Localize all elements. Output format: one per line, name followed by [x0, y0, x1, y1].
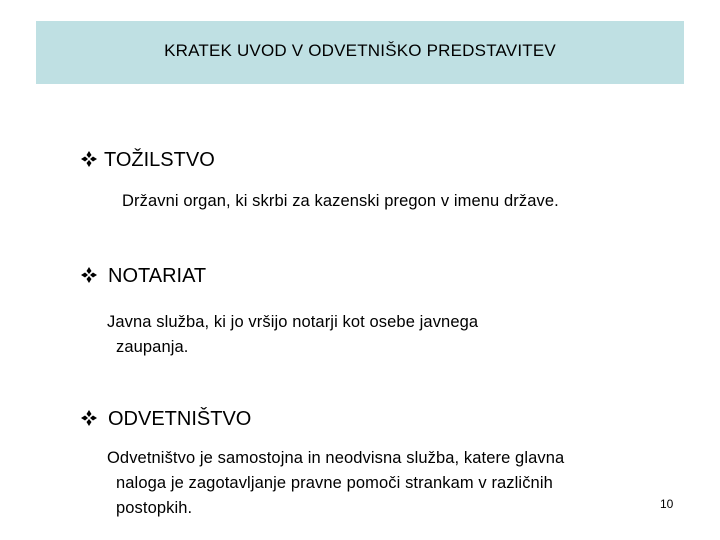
section-heading-notariat — [80, 264, 206, 288]
title-banner — [36, 21, 684, 84]
diamond-bullet-icon — [80, 266, 98, 284]
section-body-odvetnistvo — [107, 446, 564, 521]
section-heading-label: ODVETNIŠTVO — [108, 408, 252, 430]
section-heading-label: NOTARIAT — [108, 265, 207, 287]
section-body-tozilstvo — [122, 189, 559, 214]
body-line: zaupanja. — [116, 338, 189, 356]
section-body-notariat — [107, 310, 478, 360]
diamond-bullet-icon — [80, 150, 98, 168]
body-line: Državni organ, ki skrbi za kazenski pregon v imenu države. — [122, 192, 559, 210]
section-heading-tozilstvo — [80, 148, 215, 172]
body-line: naloga je zagotavljanje pravne pomoči strankam v različnih — [116, 474, 553, 492]
section-heading-label: TOŽILSTVO — [104, 149, 215, 171]
page-number: 10 — [660, 497, 674, 511]
body-line: Javna služba, ki jo vršijo notarji kot osebe javnega — [107, 313, 479, 331]
body-line: Odvetništvo je samostojna in neodvisna služba, katere glavna — [107, 449, 565, 467]
slide-title: KRATEK UVOD V ODVETNIŠKO PREDSTAVITEV — [164, 41, 556, 60]
body-line: postopkih. — [116, 499, 193, 517]
diamond-bullet-icon — [80, 409, 98, 427]
section-heading-odvetnistvo — [80, 407, 251, 431]
